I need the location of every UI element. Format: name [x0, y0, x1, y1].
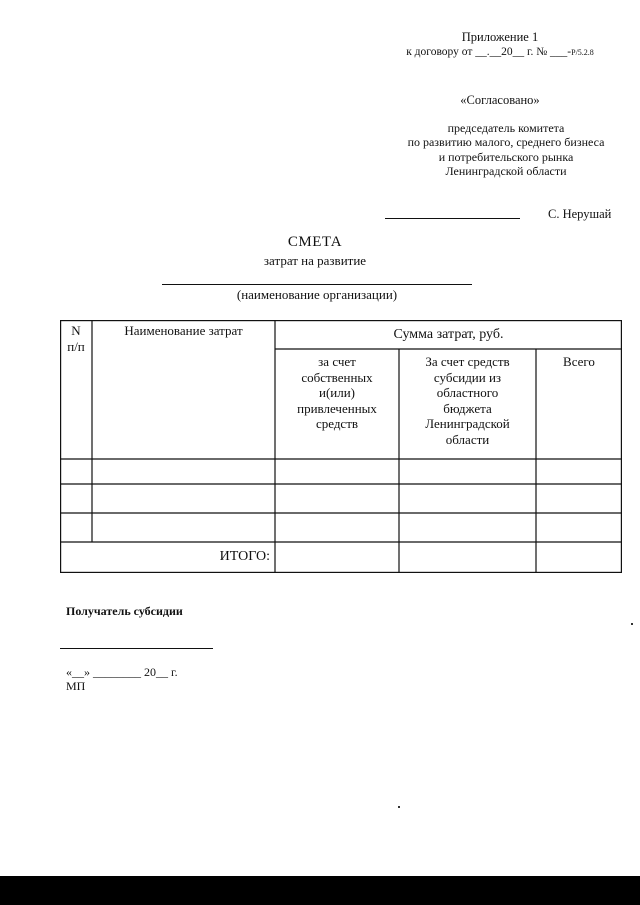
scan-speck: [398, 806, 400, 808]
scan-speck: [631, 623, 633, 625]
signer-name: С. Нерушай: [548, 207, 612, 221]
column-header-cost-name: Наименование затрат: [124, 323, 243, 338]
document-subtitle: затрат на развитие: [263, 253, 367, 268]
position-line-2: по развитию малого, среднего бизнеса: [407, 135, 605, 150]
approval-position: [386, 121, 626, 178]
annex-contract-reference: [380, 45, 620, 60]
organization-name-line: [162, 284, 472, 285]
column-header-number: N п/п: [67, 323, 85, 354]
sub-header-subsidy-funds: За счет средств субсидии из областного бюджета Ленинградской области: [425, 354, 510, 447]
annex-title: Приложение 1: [461, 30, 539, 44]
signing-date-line: «__» ________ 20__ г.: [66, 665, 178, 679]
position-line-4: Ленинградской области: [445, 163, 567, 178]
column-header-cost-sum: Сумма затрат, руб.: [393, 327, 504, 342]
document-title: СМЕТА: [287, 234, 343, 250]
position-line-1: председатель комитета: [447, 121, 565, 135]
contract-code: Р/5.2.8: [571, 48, 594, 57]
recipient-signature-line: [60, 648, 213, 649]
signature-line: [385, 218, 520, 219]
annex-block: [380, 30, 620, 60]
approval-agreed-label: «Согласовано»: [460, 93, 540, 107]
subsidy-recipient-label: Получатель субсидии: [66, 604, 183, 618]
contract-reference-text: к договору от __.__20__ г. № ___-: [406, 46, 572, 58]
scan-bottom-bar: [0, 876, 640, 905]
stamp-placeholder: МП: [66, 679, 86, 693]
organization-name-caption: (наименование организации): [236, 287, 398, 302]
total-row-label: ИТОГО:: [219, 549, 270, 564]
sub-header-own-funds: за счет собственных и(или) привлеченных средств: [297, 354, 377, 431]
sub-header-total: Всего: [563, 354, 595, 369]
cost-estimate-table: [60, 320, 622, 573]
position-line-3: и потребительского рынка: [438, 149, 574, 164]
